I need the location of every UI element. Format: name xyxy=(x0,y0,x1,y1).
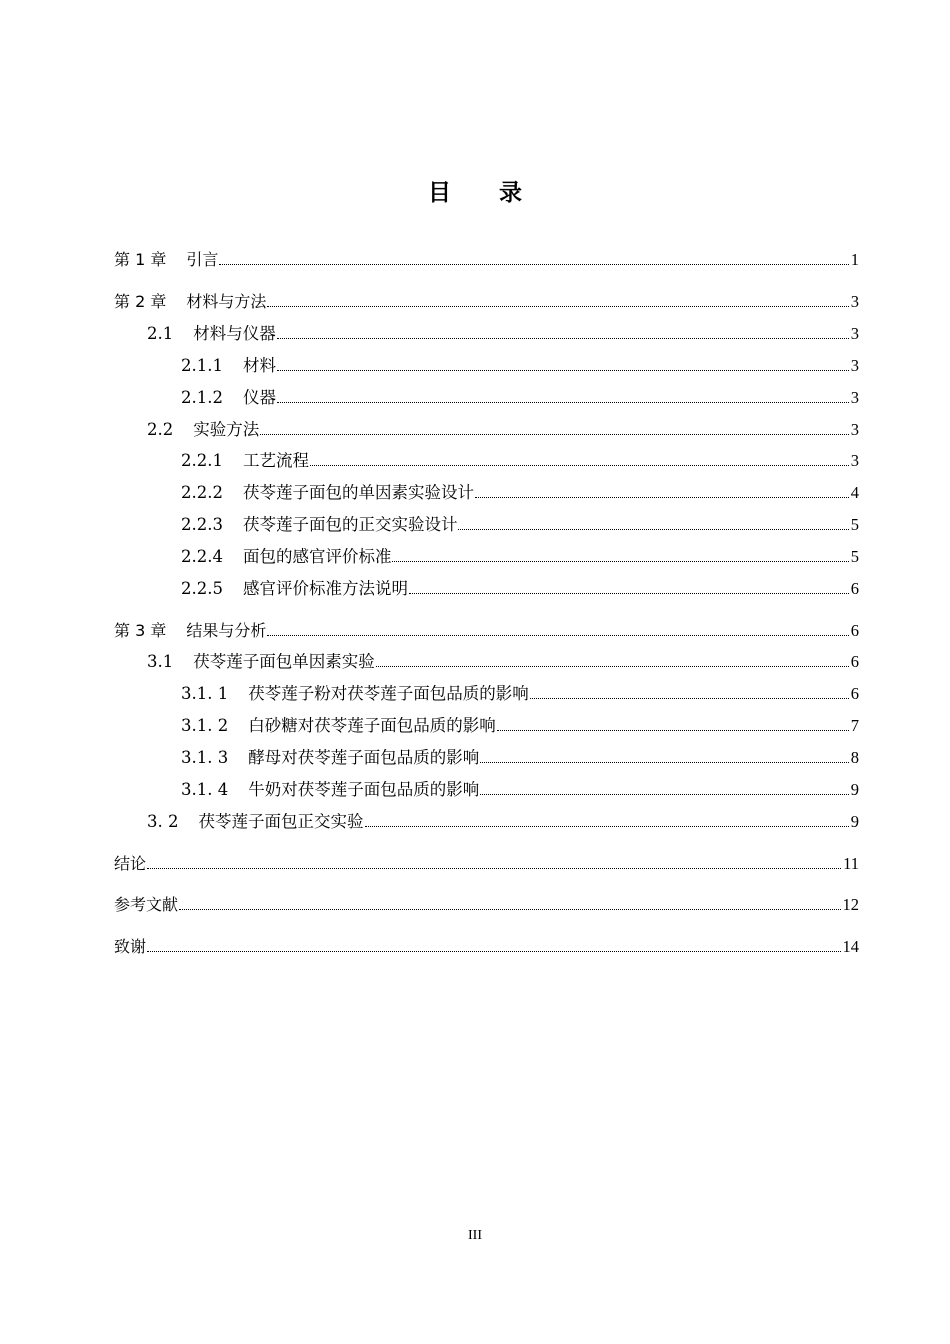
toc-label: 仪器 xyxy=(242,388,276,407)
toc-entry[interactable] xyxy=(114,354,859,378)
toc-page: 14 xyxy=(842,937,859,956)
toc-number: 3.1. 1 xyxy=(181,684,229,703)
toc-number: 3.1. 4 xyxy=(181,780,229,799)
toc-number: 3.1. 3 xyxy=(181,748,229,767)
dot-leader xyxy=(392,560,848,562)
toc-number: 第 1 章 xyxy=(114,250,167,269)
toc-label: 酵母对茯苓莲子面包品质的影响 xyxy=(248,748,480,767)
toc-entry[interactable] xyxy=(114,650,859,674)
toc-page: 3 xyxy=(850,356,859,375)
toc-label: 茯苓莲子面包的单因素实验设计 xyxy=(242,483,474,502)
dot-leader xyxy=(497,729,849,731)
toc-label: 白砂糖对茯苓莲子面包品质的影响 xyxy=(248,716,496,735)
toc-entry[interactable] xyxy=(114,714,859,738)
toc-entry[interactable] xyxy=(114,418,859,442)
toc-page: 5 xyxy=(850,515,859,534)
toc-page: 9 xyxy=(850,812,859,831)
toc-number: 2.1.2 xyxy=(181,388,223,407)
toc-page: 12 xyxy=(842,895,859,914)
toc-label: 茯苓莲子面包正交实验 xyxy=(198,812,364,831)
toc-number: 2.1.1 xyxy=(181,356,223,375)
toc-entry[interactable] xyxy=(114,290,859,314)
page-number-footer: III xyxy=(468,1228,482,1243)
toc-page: 6 xyxy=(850,684,859,703)
toc-label: 材料与仪器 xyxy=(193,324,276,343)
toc-page: 3 xyxy=(850,292,859,311)
toc-label: 工艺流程 xyxy=(242,451,309,470)
dot-leader xyxy=(376,665,849,667)
dot-leader xyxy=(530,697,849,699)
dot-leader xyxy=(147,950,840,952)
toc-entry[interactable] xyxy=(114,449,859,473)
toc-label: 面包的感官评价标准 xyxy=(242,547,392,566)
dot-leader xyxy=(147,867,841,869)
page-title: 目 录 xyxy=(427,180,542,206)
dot-leader xyxy=(365,825,849,827)
toc-page: 6 xyxy=(850,652,859,671)
dot-leader xyxy=(267,305,848,307)
toc-number: 2.1 xyxy=(147,324,174,343)
toc-label: 引言 xyxy=(186,250,219,269)
dot-leader xyxy=(179,908,840,910)
toc-entry[interactable] xyxy=(114,746,859,770)
toc-label: 实验方法 xyxy=(193,420,260,439)
toc-page: 5 xyxy=(850,547,859,566)
dot-leader xyxy=(310,464,849,466)
toc-entry[interactable] xyxy=(114,322,859,346)
toc-label: 致谢 xyxy=(114,937,147,956)
toc-entry[interactable] xyxy=(114,481,859,505)
toc-label: 茯苓莲子面包的正交实验设计 xyxy=(242,515,458,534)
dot-leader xyxy=(277,369,849,371)
toc-page: 3 xyxy=(850,388,859,407)
dot-leader xyxy=(475,496,849,498)
dot-leader xyxy=(458,528,848,530)
toc-entry[interactable] xyxy=(114,935,859,959)
toc-page: 11 xyxy=(843,854,859,873)
toc-entry[interactable] xyxy=(114,893,859,917)
toc-number: 3.1. 2 xyxy=(181,716,229,735)
toc-page: 3 xyxy=(850,420,859,439)
toc-page: 3 xyxy=(850,451,859,470)
toc-page: 3 xyxy=(850,324,859,343)
dot-leader xyxy=(277,401,849,403)
dot-leader xyxy=(480,761,849,763)
toc-page: 8 xyxy=(850,748,859,767)
toc-entry[interactable] xyxy=(114,682,859,706)
toc-page: 4 xyxy=(850,483,859,502)
toc-number: 2.2.4 xyxy=(181,547,223,566)
toc-page: 1 xyxy=(850,250,859,269)
toc-entry[interactable] xyxy=(114,778,859,802)
toc-number: 3. 2 xyxy=(147,812,179,831)
dot-leader xyxy=(267,634,848,636)
toc-entry[interactable] xyxy=(114,248,859,272)
toc-number: 3.1 xyxy=(147,652,174,671)
toc-page: 6 xyxy=(850,579,859,598)
toc-label: 结论 xyxy=(114,854,147,873)
toc-label: 牛奶对茯苓莲子面包品质的影响 xyxy=(248,780,480,799)
toc-entry[interactable] xyxy=(114,810,859,834)
toc-number: 2.2.2 xyxy=(181,483,223,502)
toc-number: 2.2.5 xyxy=(181,579,223,598)
toc-label: 结果与分析 xyxy=(186,621,267,640)
toc-entry[interactable] xyxy=(114,513,859,537)
toc-label: 材料 xyxy=(242,356,276,375)
dot-leader xyxy=(219,263,848,265)
toc-number: 2.2.1 xyxy=(181,451,223,470)
toc-entry[interactable] xyxy=(114,577,859,601)
toc-page: 6 xyxy=(850,621,859,640)
toc-label: 参考文献 xyxy=(114,895,179,914)
toc-entry[interactable] xyxy=(114,545,859,569)
toc-label: 感官评价标准方法说明 xyxy=(242,579,408,598)
toc-label: 材料与方法 xyxy=(186,292,267,311)
toc-number: 2.2.3 xyxy=(181,515,223,534)
dot-leader xyxy=(260,433,849,435)
toc-entry[interactable] xyxy=(114,619,859,643)
toc-entry[interactable] xyxy=(114,852,859,876)
dot-leader xyxy=(409,592,849,594)
toc-page: 7 xyxy=(850,716,859,735)
dot-leader xyxy=(277,337,849,339)
toc-label: 茯苓莲子面包单因素实验 xyxy=(193,652,375,671)
toc-number: 第 2 章 xyxy=(114,292,167,311)
toc-number: 第 3 章 xyxy=(114,621,167,640)
toc-page: 9 xyxy=(850,780,859,799)
toc-number: 2.2 xyxy=(147,420,174,439)
dot-leader xyxy=(480,793,849,795)
toc-entry[interactable] xyxy=(114,386,859,410)
toc-label: 茯苓莲子粉对茯苓莲子面包品质的影响 xyxy=(248,684,529,703)
